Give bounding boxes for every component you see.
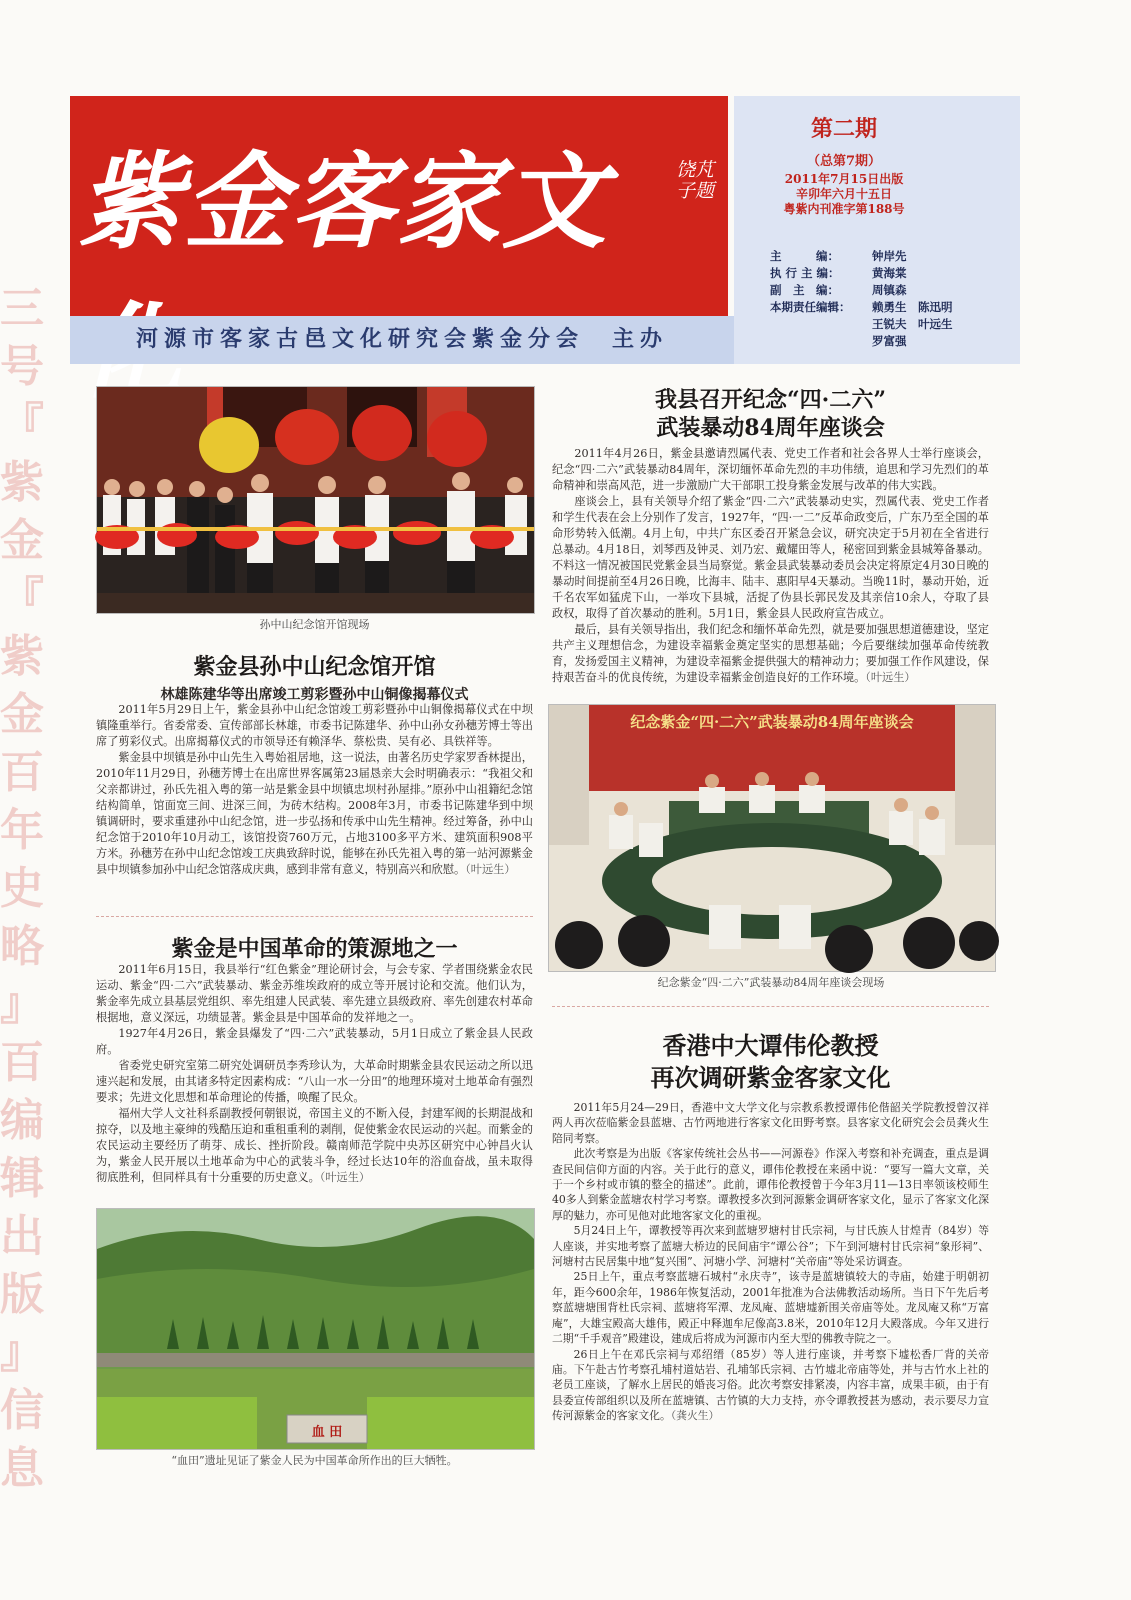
permit-number: 粤紫内刊准字第188号 xyxy=(783,202,905,216)
bleed-glyph: 『 xyxy=(0,399,44,450)
total-issue: （总第7期） xyxy=(806,154,882,169)
staff-role xyxy=(770,333,872,350)
forum-paragraph: 座谈会上，县有关领导介绍了紫金“四·二六”武装暴动史实，烈属代表、党史工作者和学生代表在会上分别作了发言，1927年，“四·一二”反革命政变后，广东乃至全国的革命形势转入低潮。4月上旬，中共广东区委召开紧急会议，研究决定于5月初在全省进行总暴动。4月18日，刘琴西及钟灵、刘乃宏、戴耀田等人，秘密回到紫金县城筹备暴动。不料这一情况被国民党紫金县当局察觉。紫金县武装暴动委员会决定将原定4月30日晚的暴动时间提前至4月26日晚，比海丰、陆丰、惠阳早4天暴动。当晚11时，暴动开始，近千名农军如猛虎下山，一举攻下县城，活捉了伪县长郭民发及其亲信10余人，夺取了县政权，取得了首次暴动的胜利。5月1日，紫金县人民政府宣告成立。 xyxy=(552,495,989,620)
bleed-glyph: 紫 xyxy=(0,457,44,508)
bleed-glyph: 百 xyxy=(0,1037,44,1088)
forum-banner: 纪念紫金“四·二六”武装暴动84周年座谈会 xyxy=(630,713,914,731)
revolution-paragraph: 2011年6月15日，我县举行“红色紫金”理论研讨会，与会专家、学者围绕紫金农民运动、紫金“四·二六”武装暴动、紫金苏维埃政府的成立等开展讨论和交流。他们认为，紫金率先成立县基层党组织、率先组建人民武装、率先建立县级政府、率先创建农村革命根据地，意义深远，功绩显著。紫金县是中国革命的发祥地之一。 xyxy=(96,963,533,1024)
forum-paragraph-text: 最后，县有关领导指出，我们纪念和缅怀革命先烈，就是要加强思想道德建设，坚定共产主义理想信念，为建设幸福紫金奠定坚实的思想基础；今后要继续加强革命传统教育，发扬爱国主义精神，为建设幸福紫金提供强大的精神动力；要加强工作作风建设，保持艰苦奋斗的优良传统，为建设幸福紫金创造良好的工作环境。 xyxy=(552,623,989,684)
staff-row xyxy=(770,282,1020,299)
bleed-through-text xyxy=(0,280,48,1494)
bleed-glyph: 息 xyxy=(0,1443,44,1494)
staff-role: 副 主 编： xyxy=(770,283,839,297)
forum-headline-line2: 武装暴动84周年座谈会 xyxy=(656,415,885,441)
stone-label: 血 田 xyxy=(311,1425,343,1440)
forum-article-body xyxy=(552,446,989,686)
bleed-glyph: 『 xyxy=(0,573,44,624)
revolution-credit: （叶远生） xyxy=(319,1171,371,1184)
issue-number: 第二期 xyxy=(810,116,877,142)
hk-article-body xyxy=(552,1100,989,1424)
staff-row xyxy=(770,333,1020,350)
hk-paragraph: 2011年5月24—29日，香港中文大学文化与宗教系教授谭伟伦偕韶关学院教授曾汉祥两人再次莅临紫金县蓝塘、古竹两地进行客家文化田野考察。县客家文化研究会会员龚火生陪同考察。 xyxy=(552,1101,989,1145)
staff-role xyxy=(770,316,872,333)
museum-photo-caption: 孙中山纪念馆开馆现场 xyxy=(259,618,370,631)
hk-paragraph: 25日上午，重点考察蓝塘石城村“永庆寺”，该寺是蓝塘镇较大的寺庙，始建于明朝初年，距今600余年，1986年恢复活动，2001年批准为合法佛教活动场所。当日下午先后考察蓝塘塘围背杜氏宗祠、蓝塘将军潭、龙凤庵、蓝塘墟新围关帝庙等处。龙凤庵又称“万富庵”，大雄宝殿高大雄伟，殿正中释迦牟尼像高3.8米，2010年12月大殿落成。今年又进行二期“千手观音”殿建设，建成后将成为河源市内至大型的佛教寺院之一。 xyxy=(552,1270,989,1346)
hk-paragraph xyxy=(552,1347,989,1424)
masthead-signature: 饶芃子题 xyxy=(676,159,715,202)
staff-row xyxy=(770,299,1020,316)
museum-article-body xyxy=(96,702,533,878)
staff-row xyxy=(770,248,1020,265)
museum-credit: （叶远生） xyxy=(465,863,516,876)
staff-list xyxy=(770,248,1020,350)
bleed-glyph: 版 xyxy=(0,1269,44,1320)
staff-names: 黄海棠 xyxy=(872,266,907,280)
bleed-glyph: 』 xyxy=(0,1327,44,1378)
lunar-date: 辛卯年六月十五日 xyxy=(795,187,892,201)
staff-names: 罗富强 xyxy=(872,334,907,348)
pub-date: 2011年7月15日出版 xyxy=(784,172,904,186)
staff-row xyxy=(770,316,1020,333)
hk-headline xyxy=(552,1030,989,1094)
staff-role: 本期责任编辑： xyxy=(770,300,851,314)
museum-paragraph xyxy=(96,750,533,878)
revolution-article-body xyxy=(96,962,533,1186)
hk-headline-line2: 再次调研紫金客家文化 xyxy=(650,1063,891,1092)
staff-names: 钟岸先 xyxy=(872,249,907,263)
forum-paragraph xyxy=(552,622,989,686)
revolution-paragraph-text: 福州大学人文社科系副教授何朝银说，帝国主义的不断入侵，封建军阀的长期混战和掠夺，以及地主豪绅的残酷压迫和重租重利的剥削，促使紫金农民运动的兴起。而紫金的农民运动主要经历了萌芽、成长、挫折阶段。赣南师范学院中央苏区研究中心钟昌火认为，紫金人民开展以土地革命为中心的武装斗争，经过长达10年的浴血奋战，虽未取得彻底胜利，但同样具有十分重要的历史意义。 xyxy=(96,1107,533,1184)
forum-photo-caption: 纪念紫金“四·二六”武装暴动84周年座谈会现场 xyxy=(657,976,885,989)
bleed-glyph: 编 xyxy=(0,1095,44,1146)
hk-paragraph: 5月24日上午，谭教授等再次来到蓝塘罗塘村甘氏宗祠，与甘氏族人甘煌青（84岁）等人座谈，并实地考察了蓝塘大桥边的民间庙宇“谭公谷”；下午到河塘村甘氏宗祠“象形祠”、河塘村古民居集中地“复兴围”、河塘小学、河塘村“关帝庙”等处采访调查。 xyxy=(552,1224,989,1269)
forum-headline xyxy=(552,386,989,442)
publication-info xyxy=(734,172,954,217)
museum-subhead: 林雄陈建华等出席竣工剪彩暨孙中山铜像揭幕仪式 xyxy=(160,687,469,703)
bleed-glyph: 略 xyxy=(0,921,44,972)
bleed-glyph: 辑 xyxy=(0,1153,44,1204)
blood-field-caption: “血田”遗址见证了紫金人民为中国革命所作出的巨大牺牲。 xyxy=(171,1454,458,1467)
bleed-glyph: 』 xyxy=(0,979,44,1030)
hk-paragraph: 此次考察是为出版《客家传统社会丛书——河源卷》作深入考察和补充调查，重点是调查民间信仰方面的内容。关于此行的意义，谭伟伦教授在来函中说：“要写一篇大文章，关于一个乡村或市镇的整全的描述”。此前，谭伟伦教授曾于今年3月11—13日率领该校师生40多人到紫金蓝塘农村学习考察。谭教授多次到河源紫金调研客家文化，显示了客家文化深厚的魅力，亦可见他对此地客家文化的重视。 xyxy=(552,1147,989,1222)
staff-names: 赖勇生 陈迅明 xyxy=(872,300,953,314)
divider xyxy=(552,1006,989,1007)
staff-row xyxy=(770,265,1020,282)
staff-role: 主 编： xyxy=(770,249,839,263)
staff-role: 执 行 主 编： xyxy=(770,266,840,280)
museum-paragraph: 2011年5月29日上午，紫金县孙中山纪念馆竣工剪彩暨孙中山铜像揭幕仪式在中坝镇隆重举行。省委常委、宣传部部长林雄，市委书记陈建华、孙中山孙女孙穗芳博士等出席了剪彩仪式。出席揭幕仪式的市领导还有赖泽华、蔡松贵、吴有必、具铁祥等。 xyxy=(96,703,533,748)
bleed-glyph: 紫 xyxy=(0,631,44,682)
bleed-glyph: 年 xyxy=(0,805,44,856)
organizer-text: 河源市客家古邑文化研究会紫金分会 主办 xyxy=(135,326,668,352)
museum-opening-image xyxy=(97,387,534,613)
bleed-glyph: 百 xyxy=(0,747,44,798)
photo-blood-field xyxy=(96,1208,535,1450)
bleed-glyph: 史 xyxy=(0,863,44,914)
bleed-glyph: 信 xyxy=(0,1385,44,1436)
museum-paragraph-text: 紫金县中坝镇是孙中山先生入粤始祖居地，这一说法，由著名历史学家罗香林提出，2010年11月29日，孙穗芳博士在出席世界客属第23届恳亲大会时明确表示：“我祖父和父亲都讲过，孙氏先祖入粤的第一站是紫金县中坝镇忠坝村孙屋排。”原孙中山祖籍纪念馆结构简单，馆面宽三间、进深三间，为砖木结构。2008年3月，市委书记陈建华到中坝镇调研时，要求重建孙中山纪念馆，进一步弘扬和传承中山先生精神。经过筹备，孙中山纪念馆于2010年10月动工，该馆投资760万元，占地3100多平方米、建筑面积908平方米。孙穗芳在孙中山纪念馆竣工庆典致辞时说，能够在孙氏先祖入粤的第一站河源紫金县中坝镇参加孙中山纪念馆落成庆典，感到非常有意义，特别高兴和欣慰。 xyxy=(96,751,533,876)
hk-headline-line1: 香港中大谭伟伦教授 xyxy=(662,1031,879,1060)
museum-headline: 紫金县孙中山纪念馆开馆 xyxy=(193,654,436,680)
bleed-glyph: 号 xyxy=(0,341,44,392)
forum-headline-line1: 我县召开纪念“四·二六” xyxy=(655,387,886,413)
bleed-glyph: 三 xyxy=(0,283,44,334)
revolution-paragraph xyxy=(96,1106,533,1186)
masthead-title: 紫金客家文 xyxy=(78,140,609,263)
revolution-paragraph: 省委党史研究室第二研究处调研员李秀珍认为，大革命时期紫金县农民运动之所以迅速兴起和发展，由其诸多特定因素构成：“八山一水一分田”的地理环境对土地革命有强烈要求；先进文化思想和革命理论的传播，唤醒了民众。 xyxy=(96,1059,533,1104)
revolution-paragraph: 1927年4月26日，紫金县爆发了“四·二六”武装暴动，5月1日成立了紫金县人民政府。 xyxy=(96,1027,533,1056)
bleed-glyph: 金 xyxy=(0,689,44,740)
blood-field-image xyxy=(97,1209,534,1449)
bleed-glyph: 出 xyxy=(0,1211,44,1262)
revolution-headline: 紫金是中国革命的策源地之一 xyxy=(171,936,458,962)
forum-meeting-image xyxy=(549,705,995,971)
forum-credit: （叶远生） xyxy=(865,671,916,684)
divider xyxy=(96,916,533,917)
staff-names: 周镇森 xyxy=(872,283,907,297)
staff-names: 王锐夫 叶远生 xyxy=(872,317,953,331)
photo-forum-meeting xyxy=(548,704,996,972)
bleed-glyph: 金 xyxy=(0,515,44,566)
photo-museum-opening xyxy=(96,386,535,614)
hk-paragraph-text: 26日上午在邓氏宗祠与邓绍缙（85岁）等人进行座谈，并考察下墟松香厂背的关帝庙。下午赴古竹考察孔埔村道姑岩、孔埔邹氏宗祠、古竹墟北帝庙等处，并与古竹水上社的老员工座谈，了解水上居民的婚丧习俗。此次考察安排紧凑，内容丰富，成果丰硕，由于有县委宣传部组织以及所在蓝塘镇、古竹镇的大力支持，亦令谭教授甚为感动，表示要尽力宣传河源紫金的客家文化。 xyxy=(552,1347,989,1423)
forum-paragraph: 2011年4月26日，紫金县邀请烈属代表、党史工作者和社会各界人士举行座谈会，纪念“四·二六”武装暴动84周年，深切缅怀革命先烈的丰功伟绩，追思和学习先烈们的革命精神和崇高风范，进一步激励广大干部职工投身紫金发展与改革的伟大实践。 xyxy=(552,447,989,492)
hk-credit: （龚火生） xyxy=(670,1409,720,1423)
